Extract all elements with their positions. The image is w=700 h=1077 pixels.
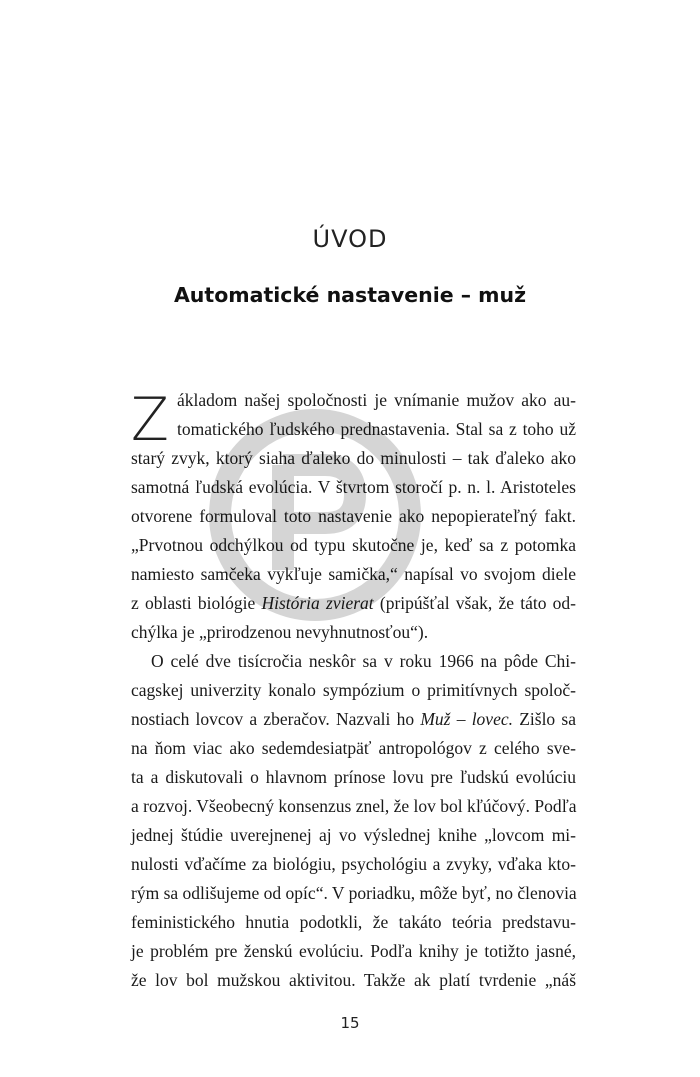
text-span: (pripúšťal však, že táto od- xyxy=(373,593,576,613)
text-line: nulosti vďačíme za biológiu, psychológiu a zvyky, vďaka kto- xyxy=(131,854,576,874)
book-title-italic: História zvierat xyxy=(261,593,374,613)
text-line: a rozvoj. Všeobecný konsenzus znel, že lov bol kľúčový. Podľa xyxy=(131,796,577,816)
text-line: namiesto samčeka vykľuje samička,“ napísal vo svojom diele xyxy=(131,564,576,584)
text-line: starý zvyk, ktorý siaha ďaleko do minulosti – tak ďaleko ako xyxy=(131,448,576,468)
text-line: ta a diskutovali o hlavnom prínose lovu pre ľudskú evolúciu xyxy=(131,767,576,787)
text-span: Zišlo sa xyxy=(512,709,576,729)
text-line: „Prvotnou odchýlkou od typu skutočne je, keď sa z potomka xyxy=(131,535,576,555)
section-heading: ÚVOD xyxy=(312,225,388,253)
text-line: feministického hnutia podotkli, že takáto teória predstavu- xyxy=(131,912,576,932)
text-line: otvorene formuloval toto nastavenie ako nepopierateľný fakt. xyxy=(131,506,576,526)
text-line: je problém pre ženskú evolúciu. Podľa knihy je totižto jasné, xyxy=(131,941,576,961)
drop-cap: Z xyxy=(131,385,169,455)
text-line xyxy=(131,705,576,734)
text-line xyxy=(131,589,576,618)
text-line: ákladom našej spoločnosti je vnímanie mužov ako au- xyxy=(177,390,576,410)
page-number: 15 xyxy=(340,1014,360,1032)
text-line: jednej štúdie uverejnenej aj vo výslednej knihe „lovcom mi- xyxy=(131,825,576,845)
text-span: z oblasti biológie xyxy=(131,593,262,613)
text-line: tomatického ľudského prednastavenia. Stal sa z toho už xyxy=(177,419,576,439)
text-span: nostiach lovcov a zberačov. Nazvali ho xyxy=(131,709,421,729)
paragraph-1 xyxy=(131,386,576,647)
chapter-title: Automatické nastavenie – muž xyxy=(173,283,527,307)
text-line: samotná ľudská evolúcia. V štvrtom storočí p. n. l. Aristoteles xyxy=(131,477,576,497)
paragraph-2 xyxy=(131,647,576,995)
text-line: cagskej univerzity konalo sympózium o primitívnych spoloč- xyxy=(131,680,576,700)
text-line: rým sa odlišujeme od opíc“. V poriadku, môže byť, no členovia xyxy=(131,883,577,903)
text-line: O celé dve tisícročia neskôr sa v roku 1966 na pôde Chi- xyxy=(151,651,576,671)
text-line: že lov bol mužskou aktivitou. Takže ak platí tvrdenie „náš xyxy=(131,970,576,990)
text-line: na ňom viac ako sedemdesiatpäť antropológov z celého sve- xyxy=(131,738,576,758)
text-line: chýlka je „prirodzenou nevyhnutnosťou“). xyxy=(131,622,429,642)
symposium-title-italic: Muž – lovec. xyxy=(420,709,513,729)
